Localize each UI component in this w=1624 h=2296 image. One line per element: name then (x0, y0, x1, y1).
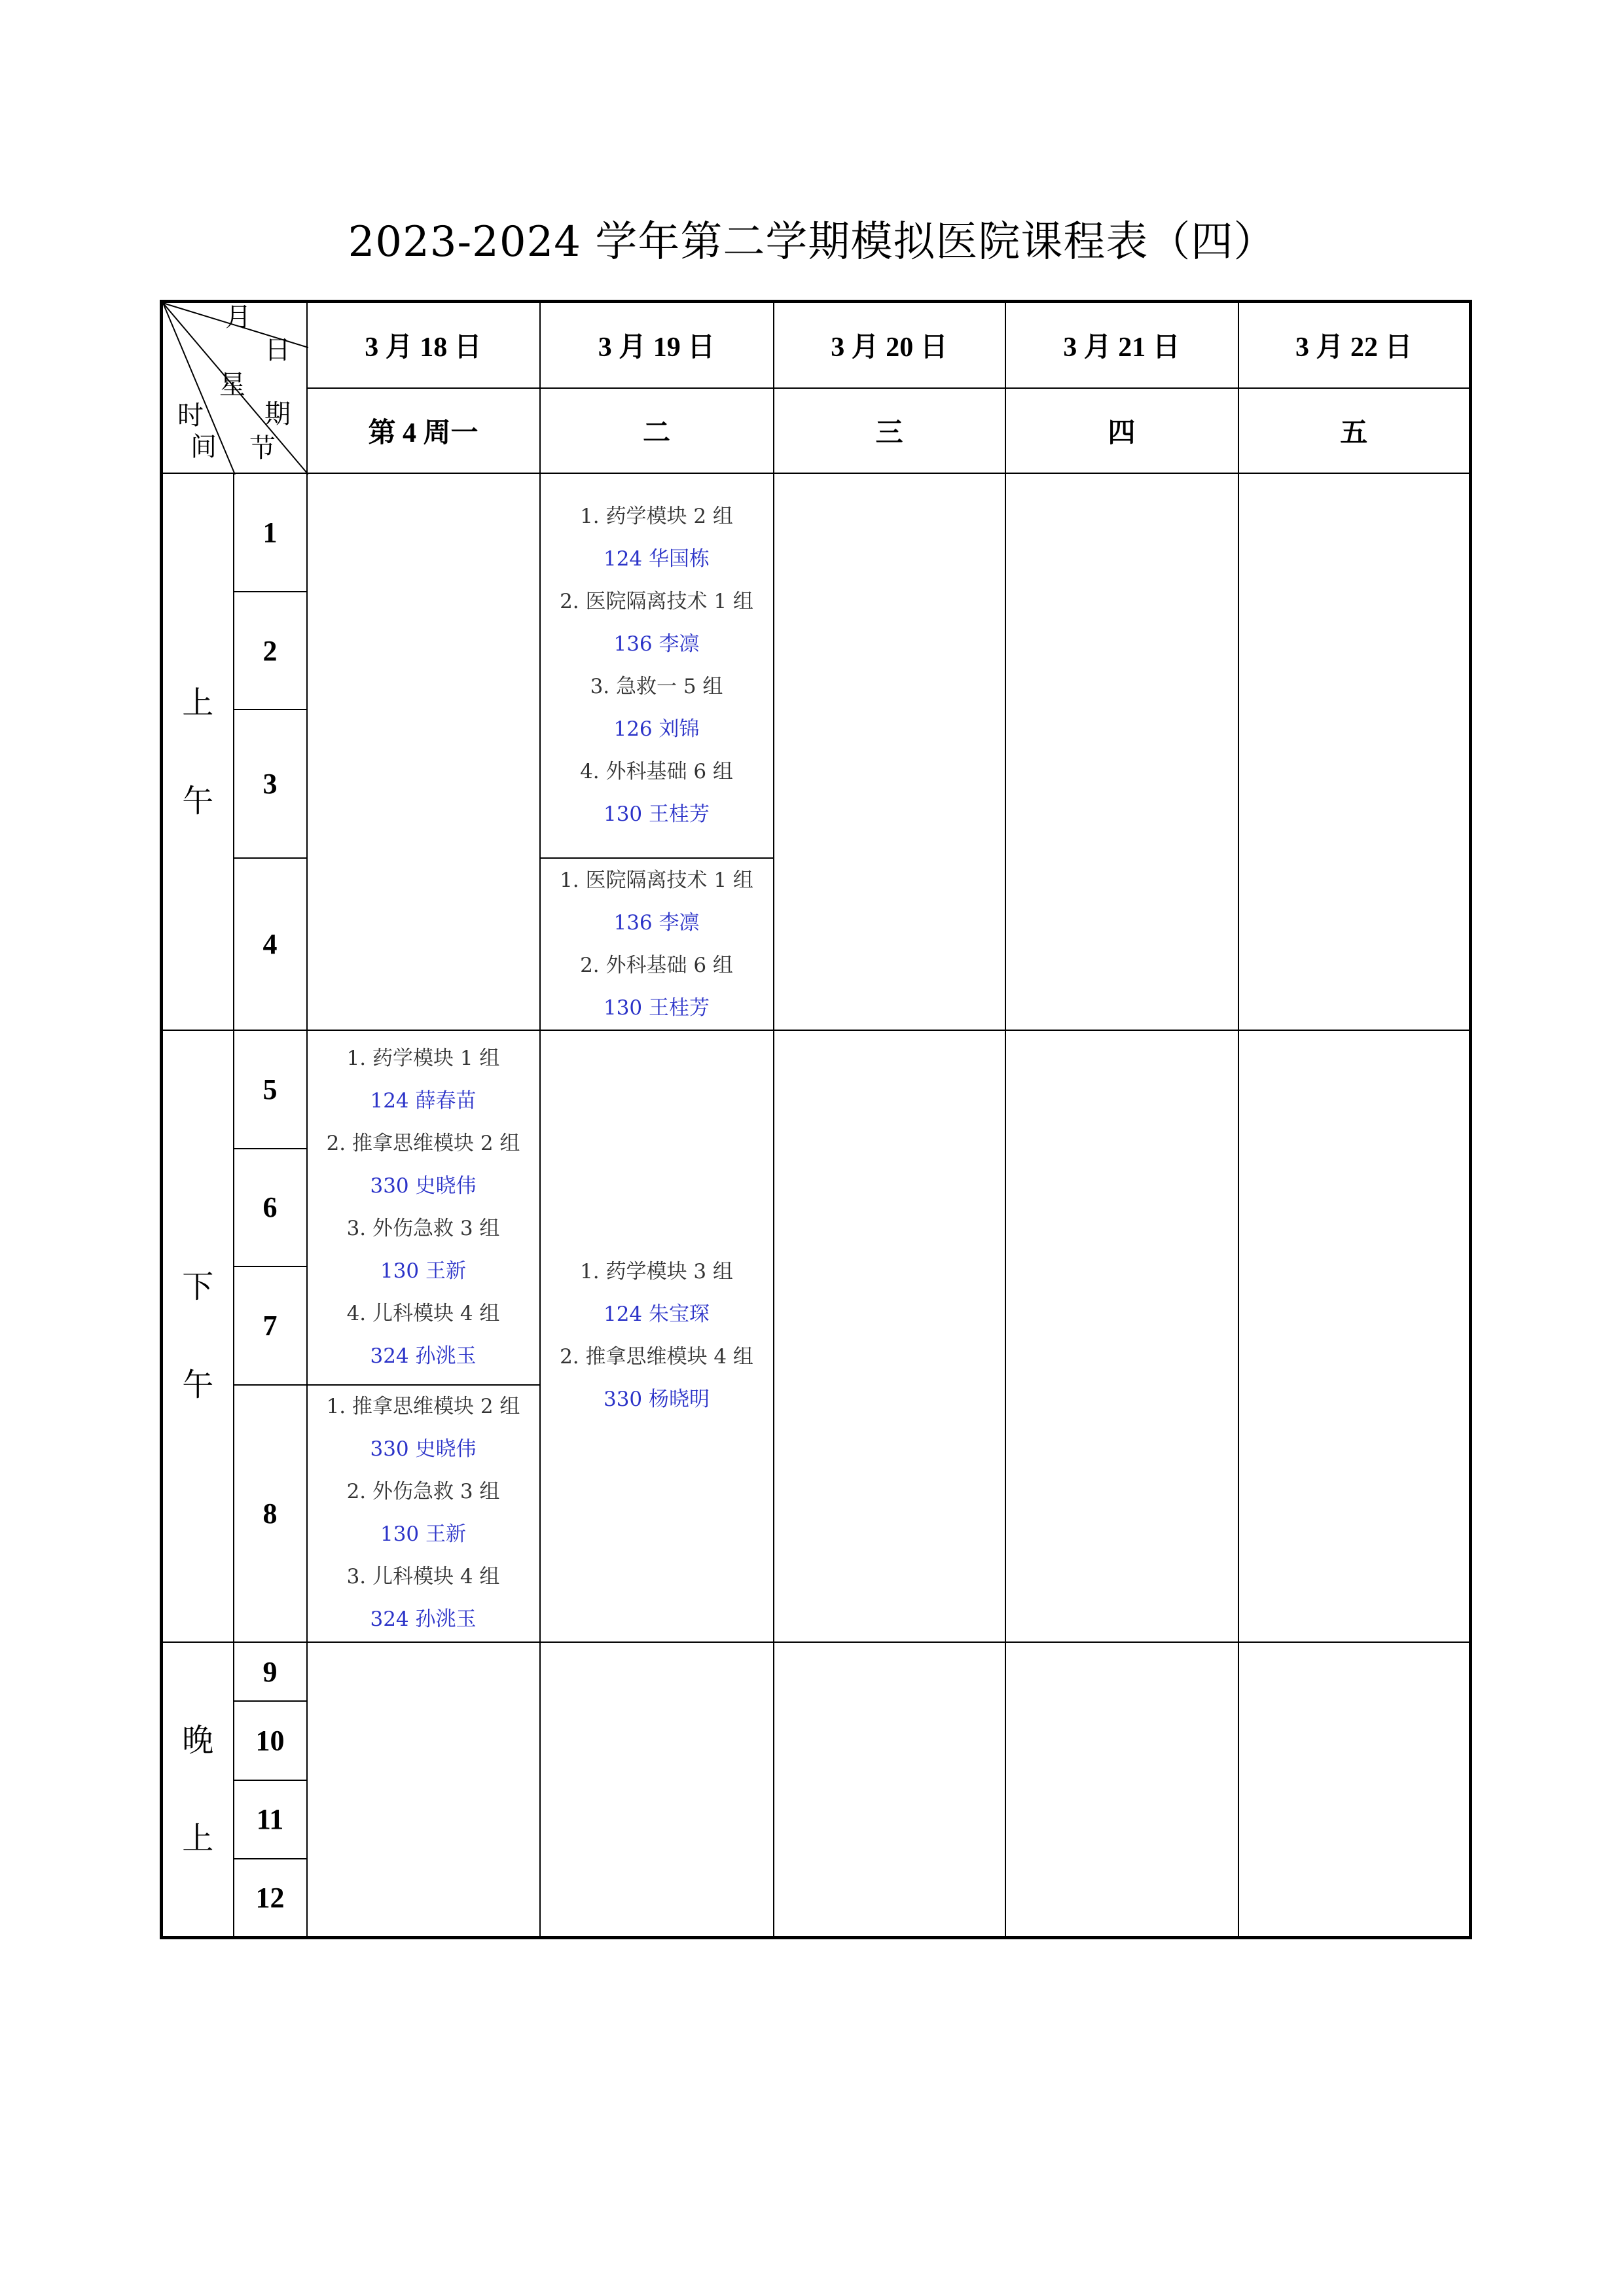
period-10: 10 (234, 1701, 307, 1780)
course-list (308, 1386, 539, 1641)
cell-thu-afternoon (1005, 1030, 1238, 1642)
cell-mon-evening (307, 1642, 540, 1938)
section-morning (162, 473, 234, 1030)
cell-fri-morning (1238, 473, 1471, 1030)
room-teacher: 136 李凛 (613, 632, 700, 656)
corner-day: 日 (264, 335, 291, 365)
course-list (541, 1251, 773, 1421)
course-list (541, 495, 773, 836)
cell-tue-evening (540, 1642, 774, 1938)
date-header-fri: 3 月 22 日 (1238, 302, 1471, 388)
course-name: 1. 医院隔离技术 1 组 (560, 868, 753, 892)
course-name: 3. 外伤急救 3 组 (346, 1216, 500, 1240)
course-name: 1. 药学模块 1 组 (346, 1046, 500, 1070)
cell-tue-p5-8 (540, 1030, 774, 1642)
course-name: 1. 药学模块 3 组 (580, 1260, 733, 1284)
cell-wed-evening (774, 1642, 1005, 1938)
period-7: 7 (234, 1266, 307, 1385)
corner-star: 星 (219, 370, 245, 400)
room-teacher: 130 王新 (380, 1522, 467, 1547)
weekday-header-tue: 二 (540, 388, 774, 473)
section-afternoon-char-2: 午 (182, 1367, 214, 1404)
cell-wed-morning (774, 473, 1005, 1030)
course-name: 3. 急救一 5 组 (590, 675, 723, 699)
period-5: 5 (234, 1030, 307, 1149)
cell-fri-evening (1238, 1642, 1471, 1938)
period-6: 6 (234, 1149, 307, 1267)
room-teacher: 324 孙洮玉 (370, 1344, 477, 1368)
room-teacher: 330 史晓伟 (370, 1174, 477, 1198)
period-12: 12 (234, 1859, 307, 1938)
section-morning-char-2: 午 (182, 782, 214, 819)
course-name: 2. 推拿思维模块 4 组 (560, 1345, 753, 1369)
date-header-mon: 3 月 18 日 (307, 302, 540, 388)
weekday-header-fri: 五 (1238, 388, 1471, 473)
date-header-thu: 3 月 21 日 (1005, 302, 1238, 388)
course-name: 2. 医院隔离技术 1 组 (560, 590, 753, 614)
corner-qi: 期 (264, 399, 291, 429)
cell-fri-afternoon (1238, 1030, 1471, 1642)
period-1: 1 (234, 473, 307, 592)
section-afternoon (162, 1030, 234, 1642)
cell-tue-p4 (540, 858, 774, 1030)
cell-tue-p1-3 (540, 473, 774, 858)
room-teacher: 130 王新 (380, 1259, 467, 1283)
room-teacher: 126 刘锦 (613, 717, 700, 742)
room-teacher: 130 王桂芳 (603, 802, 710, 827)
course-list (541, 859, 773, 1030)
period-8: 8 (234, 1385, 307, 1642)
cell-thu-evening (1005, 1642, 1238, 1938)
course-name: 2. 外伤急救 3 组 (346, 1480, 500, 1504)
section-morning-char-1: 上 (182, 684, 214, 721)
corner-month: 月 (225, 302, 251, 332)
weekday-header-mon: 第 4 周一 (307, 388, 540, 473)
cell-thu-morning (1005, 473, 1238, 1030)
weekday-header-wed: 三 (774, 388, 1005, 473)
period-2: 2 (234, 592, 307, 710)
course-name: 1. 药学模块 2 组 (580, 505, 733, 529)
course-name: 2. 外科基础 6 组 (580, 953, 733, 977)
course-name: 4. 儿科模块 4 组 (346, 1301, 500, 1325)
date-header-tue: 3 月 19 日 (540, 302, 774, 388)
corner-header (162, 302, 307, 474)
cell-mon-p8 (307, 1385, 540, 1642)
room-teacher: 124 朱宝琛 (603, 1302, 710, 1327)
room-teacher: 330 杨晓明 (603, 1388, 710, 1412)
cell-wed-afternoon (774, 1030, 1005, 1642)
room-teacher: 124 薛春苗 (370, 1088, 477, 1113)
period-9: 9 (234, 1642, 307, 1701)
page-title: 2023-2024 学年第二学期模拟医院课程表（四） (348, 218, 1276, 266)
period-3: 3 (234, 709, 307, 858)
section-afternoon-char-1: 下 (182, 1268, 214, 1306)
room-teacher: 136 李凛 (613, 910, 700, 935)
section-evening-char-2: 上 (182, 1820, 214, 1857)
room-teacher: 130 王桂芳 (603, 996, 710, 1020)
course-name: 2. 推拿思维模块 2 组 (326, 1131, 520, 1155)
section-evening (162, 1642, 234, 1938)
weekday-header-thu: 四 (1005, 388, 1238, 473)
cell-mon-morning (307, 473, 540, 1030)
room-teacher: 324 孙洮玉 (370, 1607, 477, 1632)
course-list (308, 1037, 539, 1378)
date-header-wed: 3 月 20 日 (774, 302, 1005, 388)
course-name: 1. 推拿思维模块 2 组 (326, 1395, 520, 1419)
schedule-table (160, 300, 1472, 1939)
corner-jie: 节 (249, 433, 276, 463)
course-name: 4. 外科基础 6 组 (580, 760, 733, 784)
corner-jian: 间 (190, 432, 217, 462)
period-11: 11 (234, 1780, 307, 1859)
section-evening-char-1: 晚 (182, 1721, 214, 1759)
period-4: 4 (234, 858, 307, 1030)
room-teacher: 330 史晓伟 (370, 1437, 477, 1462)
room-teacher: 124 华国栋 (603, 547, 710, 571)
course-name: 3. 儿科模块 4 组 (346, 1565, 500, 1589)
cell-mon-p5-7 (307, 1030, 540, 1385)
corner-shi: 时 (177, 401, 204, 431)
